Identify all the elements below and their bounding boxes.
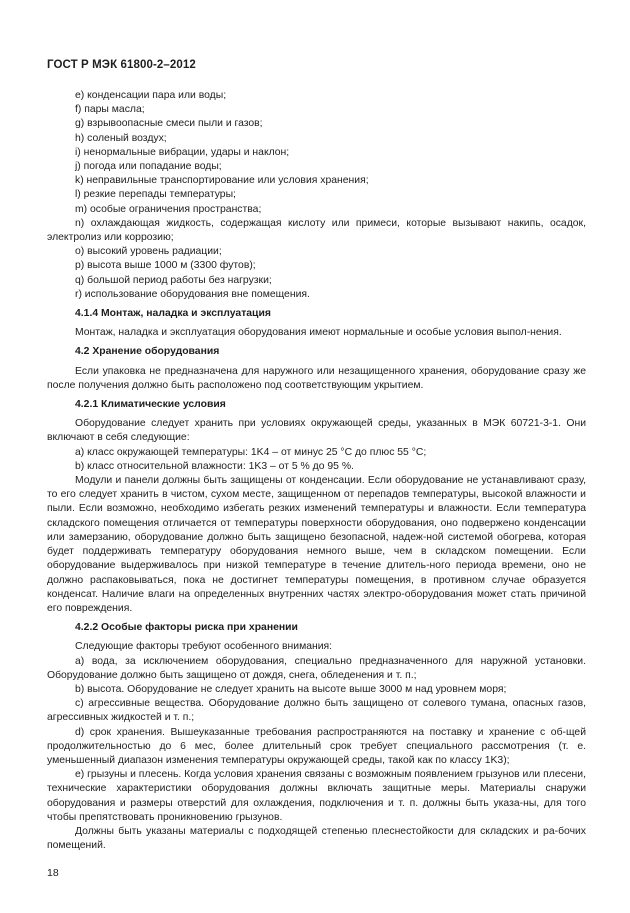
list-item: d) срок хранения. Вышеуказанные требования распространяются на поставку и хранение с об-щей продолжительностью до 6 мес, более длительный срок требует специального рассмотрения (т. е. уменьшенный диапазон изменения температуры окружающей среды, такой как по классу 1K3);: [47, 726, 586, 766]
list-item: p) высота выше 1000 м (3300 футов);: [75, 260, 256, 272]
list-item: a) вода, за исключением оборудования, специально предназначенного для наружной установки. Оборудование должно быть защищено от дождя, снега, обледенения и т. п.;: [47, 655, 586, 681]
page-number: 18: [47, 867, 59, 879]
list-item: r) использование оборудования вне помещения.: [75, 288, 310, 300]
list-item: h) соленый воздух;: [75, 132, 167, 144]
paragraph: Модули и панели должны быть защищены от конденсации. Если оборудование не устанавливают сразу, то его следует хранить в чистом, сухом месте, защищенном от перепадов температуры, высокой влажности и пыли. Если возможно, необходимо избегать резких изменений температуры и влажности. Если температура складского помещения отличается от температуры поверхности оборудования, оно подвержено конденсации или замерзанию, оборудование должно быть защищено безопасной, надеж-ной системой обогрева, которая будет поддерживать температуру оборудования немного выше, чем в складском помещении. Если оборудование выдерживалось при низкой температуре в течение длитель-ного периода времени, оно не должно распаковываться, пока не достигнет температуры помещения, в противном случае образуется конденсат. Наличие влаги на определенных внутренних частях электро-оборудования может стать причиной его повреждения.: [47, 475, 586, 614]
section-heading-4-2-2: 4.2.2 Особые факторы риска при хранении: [75, 622, 298, 634]
list-item: j) погода или попадание воды;: [75, 161, 222, 173]
paragraph: Должны быть указаны материалы с подходящей степенью плеснестойкости для складских и ра-бочих помещений.: [47, 825, 586, 852]
paragraph: Монтаж, наладка и эксплуатация оборудования имеют нормальные и особые условия выпол-нения.: [75, 327, 562, 339]
section-heading-4-2: 4.2 Хранение оборудования: [75, 346, 220, 358]
paragraph: Оборудование следует хранить при условиях окружающей среды, указанных в МЭК 60721-3-1. Они включают в себя следующие:: [47, 418, 586, 444]
list-item: e) конденсации пара или воды;: [75, 90, 227, 101]
list-item: o) высокий уровень радиации;: [75, 246, 222, 258]
paragraph: Если упаковка не предназначена для наружного или незащищенного хранения, оборудование сразу же после получения должно быть расположено под соответствующим укрытием.: [47, 365, 586, 391]
list-item: k) неправильные транспортирование или условия хранения;: [75, 175, 369, 187]
list-item: g) взрывоопасные смеси пыли и газов;: [75, 118, 263, 130]
list-item: e) грызуны и плесень. Когда условия хранения связаны с возможным появлением грызунов или плесени, технические характеристики оборудования должны включать защитные меры. Материалы снаружи оборудования и размеры отверстий для охлаждения, подключения и т. п. должны быть указа-ны, для того чтобы препятствовать проникновению грызунов.: [47, 769, 586, 823]
section-heading-4-1-4: 4.1.4 Монтаж, наладка и эксплуатация: [75, 308, 271, 320]
list-item: m) особые ограничения пространства;: [75, 203, 262, 215]
list-item: l) резкие перепады температуры;: [75, 189, 236, 201]
document-header: ГОСТ Р МЭК 61800-2–2012: [47, 59, 196, 71]
list-item: n) охлаждающая жидкость, содержащая кислоту или примеси, которые вызывают накипь, осадок, электролиз или коррозию;: [47, 217, 586, 244]
section-heading-4-2-1: 4.2.1 Климатические условия: [75, 399, 226, 411]
document-body: [47, 89, 586, 853]
list-item: q) большой период работы без нагрузки;: [75, 274, 272, 286]
list-item: f) пары масла;: [75, 104, 145, 116]
paragraph: Следующие факторы требуют особенного внимания:: [75, 641, 333, 653]
list-item: b) класс относительной влажности: 1K3 – от 5 % до 95 %.: [75, 460, 354, 472]
list-item: i) ненормальные вибрации, удары и наклон;: [75, 146, 290, 158]
list-item: c) агрессивные вещества. Оборудование должно быть защищено от солевого тумана, опасных газов, агрессивных жидкостей и т. п.;: [47, 698, 586, 724]
list-item: b) высота. Оборудование не следует хранить на высоте выше 3000 м над уровнем моря;: [75, 683, 507, 695]
list-item: a) класс окружающей температуры: 1K4 – от минус 25 °C до плюс 55 °C;: [75, 446, 427, 458]
